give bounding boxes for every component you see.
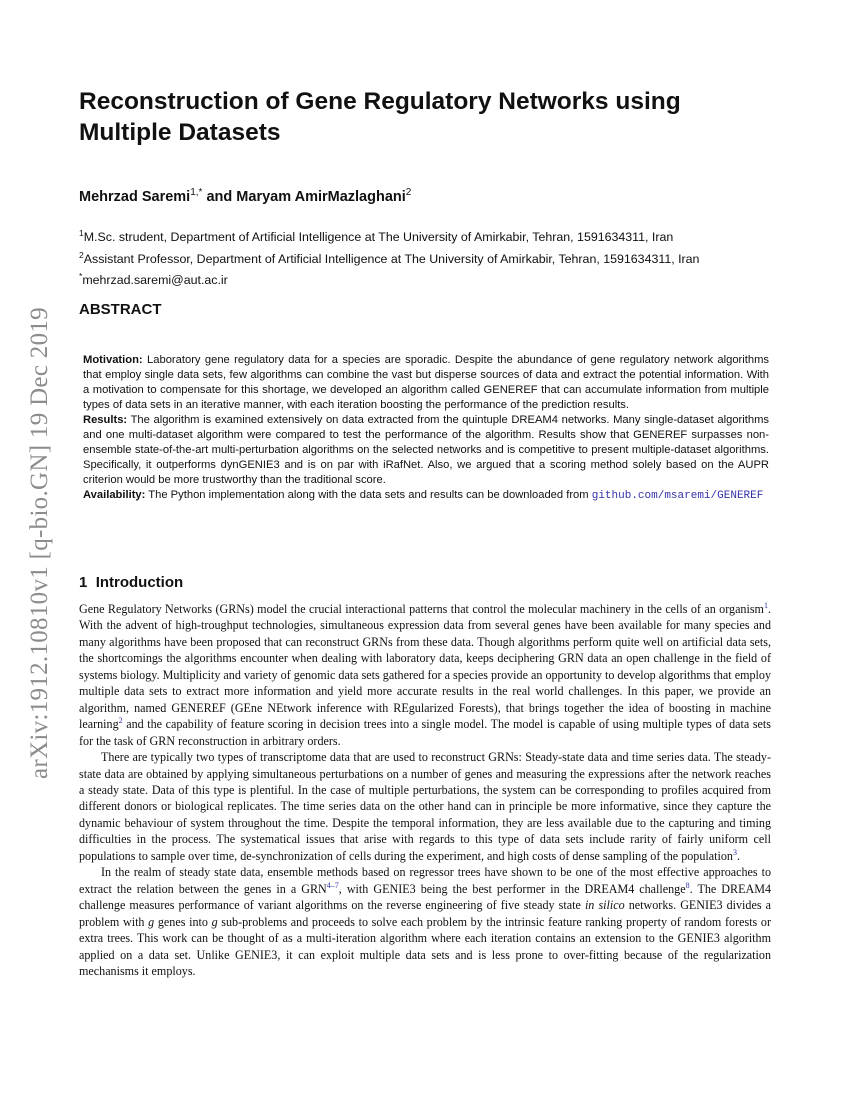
- corresponding-email[interactable]: mehrzad.saremi@aut.ac.ir: [82, 273, 228, 288]
- affiliation-1: [79, 225, 779, 247]
- text-run: Gene Regulatory Networks (GRNs) model the crucial interactional patterns that control the molecular machinery in the cells of an organism: [79, 602, 764, 616]
- italic-run: g: [211, 914, 218, 929]
- abstract-availability: [83, 488, 769, 504]
- arxiv-stamp: [18, 278, 62, 808]
- affiliations: [79, 225, 779, 290]
- italic-run: in silico: [584, 898, 625, 913]
- section-heading-introduction: [79, 574, 183, 591]
- author-1-marks: 1,*: [190, 187, 203, 198]
- text-run: , with GENIE3 being the best performer in the DREAM4 challenge: [338, 881, 686, 896]
- availability-label: Availability:: [83, 489, 146, 501]
- text-run: . The DREAM4 challenge measures performance of variant algorithms on the reverse engineering of five steady state: [79, 881, 771, 913]
- author-2: Maryam AmirMazlaghani: [236, 188, 406, 205]
- author-1: Mehrzad Saremi: [79, 188, 191, 205]
- affiliation-mark: 2: [79, 249, 84, 260]
- affiliation-text: Assistant Professor, Department of Artificial Intelligence at The University of Amirkabir, Tehran, 1591634311, Iran: [83, 251, 700, 266]
- introduction-body: [79, 601, 771, 979]
- italic-run: g: [148, 914, 155, 929]
- intro-paragraph-2: [79, 749, 771, 864]
- affiliation-mark: 1: [79, 228, 84, 238]
- text-run: genes into: [154, 914, 212, 929]
- abstract-motivation: [83, 353, 769, 413]
- section-number: 1: [79, 574, 88, 591]
- affiliation-mark: *: [79, 271, 83, 282]
- text-run: sub-problems and proceeds to solve each problem by the intrinsic feature ranking property of random forests or extra trees. This work can be thought of as a multi-iteration algorithm where each iteration contains an extension to the GENIE3 algorithm applied on a data set. Unlike GENIE3, it can exploit multiple data sets and is less prone to over-fitting because of the regularization mechanisms it employs.: [79, 914, 772, 978]
- text-run: and the capability of feature scoring in decision trees into a single model. The model is capable of using multiple types of data sets for the task of GRN reconstruction in arbitrary orders.: [79, 717, 771, 748]
- results-text: The algorithm is examined extensively on data extracted from the quintuple DREAM4 networks. Many single-dataset algorithms and one multi-dataset algorithm were compared to test the performance of the algorithm. Results show that GENEREF surpasses non-ensemble state-of-the-art multi-perturbation algorithms on the selected networks and is competitive to present multiple-dataset algorithms. Specifically, it outperforms dynGENIE3 and is on par with iRafNet. Also, we argued that a scoring method solely based on the AUPR criterion would be more trustworthy than the traditional score.: [83, 414, 769, 486]
- text-run: There are typically two types of transcriptome data that are used to reconstruct GRNs: Steady-state data and time series data. The steady-state data are obtained by applying simultaneous perturbations on a number of genes and measuring the expressions after the network reaches a steady state. Data of this type is plentiful. In the case of multiple perturbations, the system can be corresponding to profiles acquired from different donors or biological replicates. The time series data on the other hand can in principle be more informative, since they capture the dynamic behaviour of system throughout the time. Despite the temporal information, they are less available due to the capturing and timing difficulties in the process. The systematical issues that arise with regards to this type of data sets include rarity of fairly uniform cell populations to sample over time, de-synchronization of cells during the experiment, and high costs of dense sampling of the population: [79, 750, 771, 863]
- motivation-text: Laboratory gene regulatory data for a species are sporadic. Despite the abundance of gene regulatory network algorithms that employ single data sets, few algorithms can combine the vast but disperse sources of data and extract the potential information. With a motivation to compensate for this shortage, we developed an algorithm called GENEREF that can accumulate information from multiple types of data sets in an iterative manner, with each iteration boosting the performance of the prediction results.: [83, 354, 769, 411]
- author-line: [79, 187, 411, 205]
- abstract-heading: ABSTRACT: [79, 301, 162, 318]
- author-connector: and: [202, 188, 237, 205]
- github-link[interactable]: github.com/msaremi/GENEREF: [591, 490, 764, 502]
- abstract-body: [83, 353, 769, 504]
- author-2-marks: 2: [405, 187, 412, 198]
- text-run: .: [736, 848, 740, 863]
- citation-link[interactable]: 4–7: [326, 880, 339, 890]
- affiliation-text: M.Sc. strudent, Department of Artificial Intelligence at The University of Amirkabir, Tehran, 1591634311, Iran: [83, 230, 674, 245]
- citation-link[interactable]: 8: [685, 880, 690, 890]
- text-run: . With the advent of high-troughput technologies, simultaneous expression data from several genes have been available for many species and many algorithms have been proposed that can reconstruct GRNs from these data. Though algorithms perform quite well on artificial data sets, the shortcomings the algorithms encounter when dealing with laboratory data, keeps deciphering GRN data an open challenge in the field of systems biology. Multiplicity and variety of genomic data sets gathered for a species provide an opportunity to develop algorithms that employ multiple data sets to extract more information and yield more accurate results in the real world challenges. In this paper, we provide an algorithm, named GENEREF (GEne NEtwork inference with REgularized Forests), that brings together the idea of boosting in machine learning: [79, 602, 771, 732]
- text-run: In the realm of steady state data, ensemble methods based on regressor trees have shown to be one of the most effective approaches to extract the relation between the genes in a GRN: [79, 865, 771, 896]
- abstract-results: [83, 413, 769, 488]
- results-label: Results:: [83, 414, 128, 426]
- intro-paragraph-1: [79, 601, 771, 749]
- intro-paragraph-3: [79, 864, 771, 979]
- paper-title: Reconstruction of Gene Regulatory Networks using Multiple Datasets: [79, 88, 681, 146]
- citation-link[interactable]: 2: [118, 716, 123, 726]
- affiliation-email: [79, 268, 779, 290]
- motivation-label: Motivation:: [83, 354, 143, 366]
- citation-link[interactable]: 1: [763, 600, 768, 610]
- availability-text: The Python implementation along with the data sets and results can be downloaded from: [145, 489, 592, 501]
- text-run: networks. GENIE3 divides a problem with: [79, 898, 771, 929]
- citation-link[interactable]: 3: [732, 847, 737, 857]
- arxiv-stamp-text: arXiv:1912.10810v1 [q-bio.GN] 19 Dec 2019: [26, 307, 54, 779]
- section-title: Introduction: [95, 574, 184, 591]
- affiliation-2: [79, 247, 779, 269]
